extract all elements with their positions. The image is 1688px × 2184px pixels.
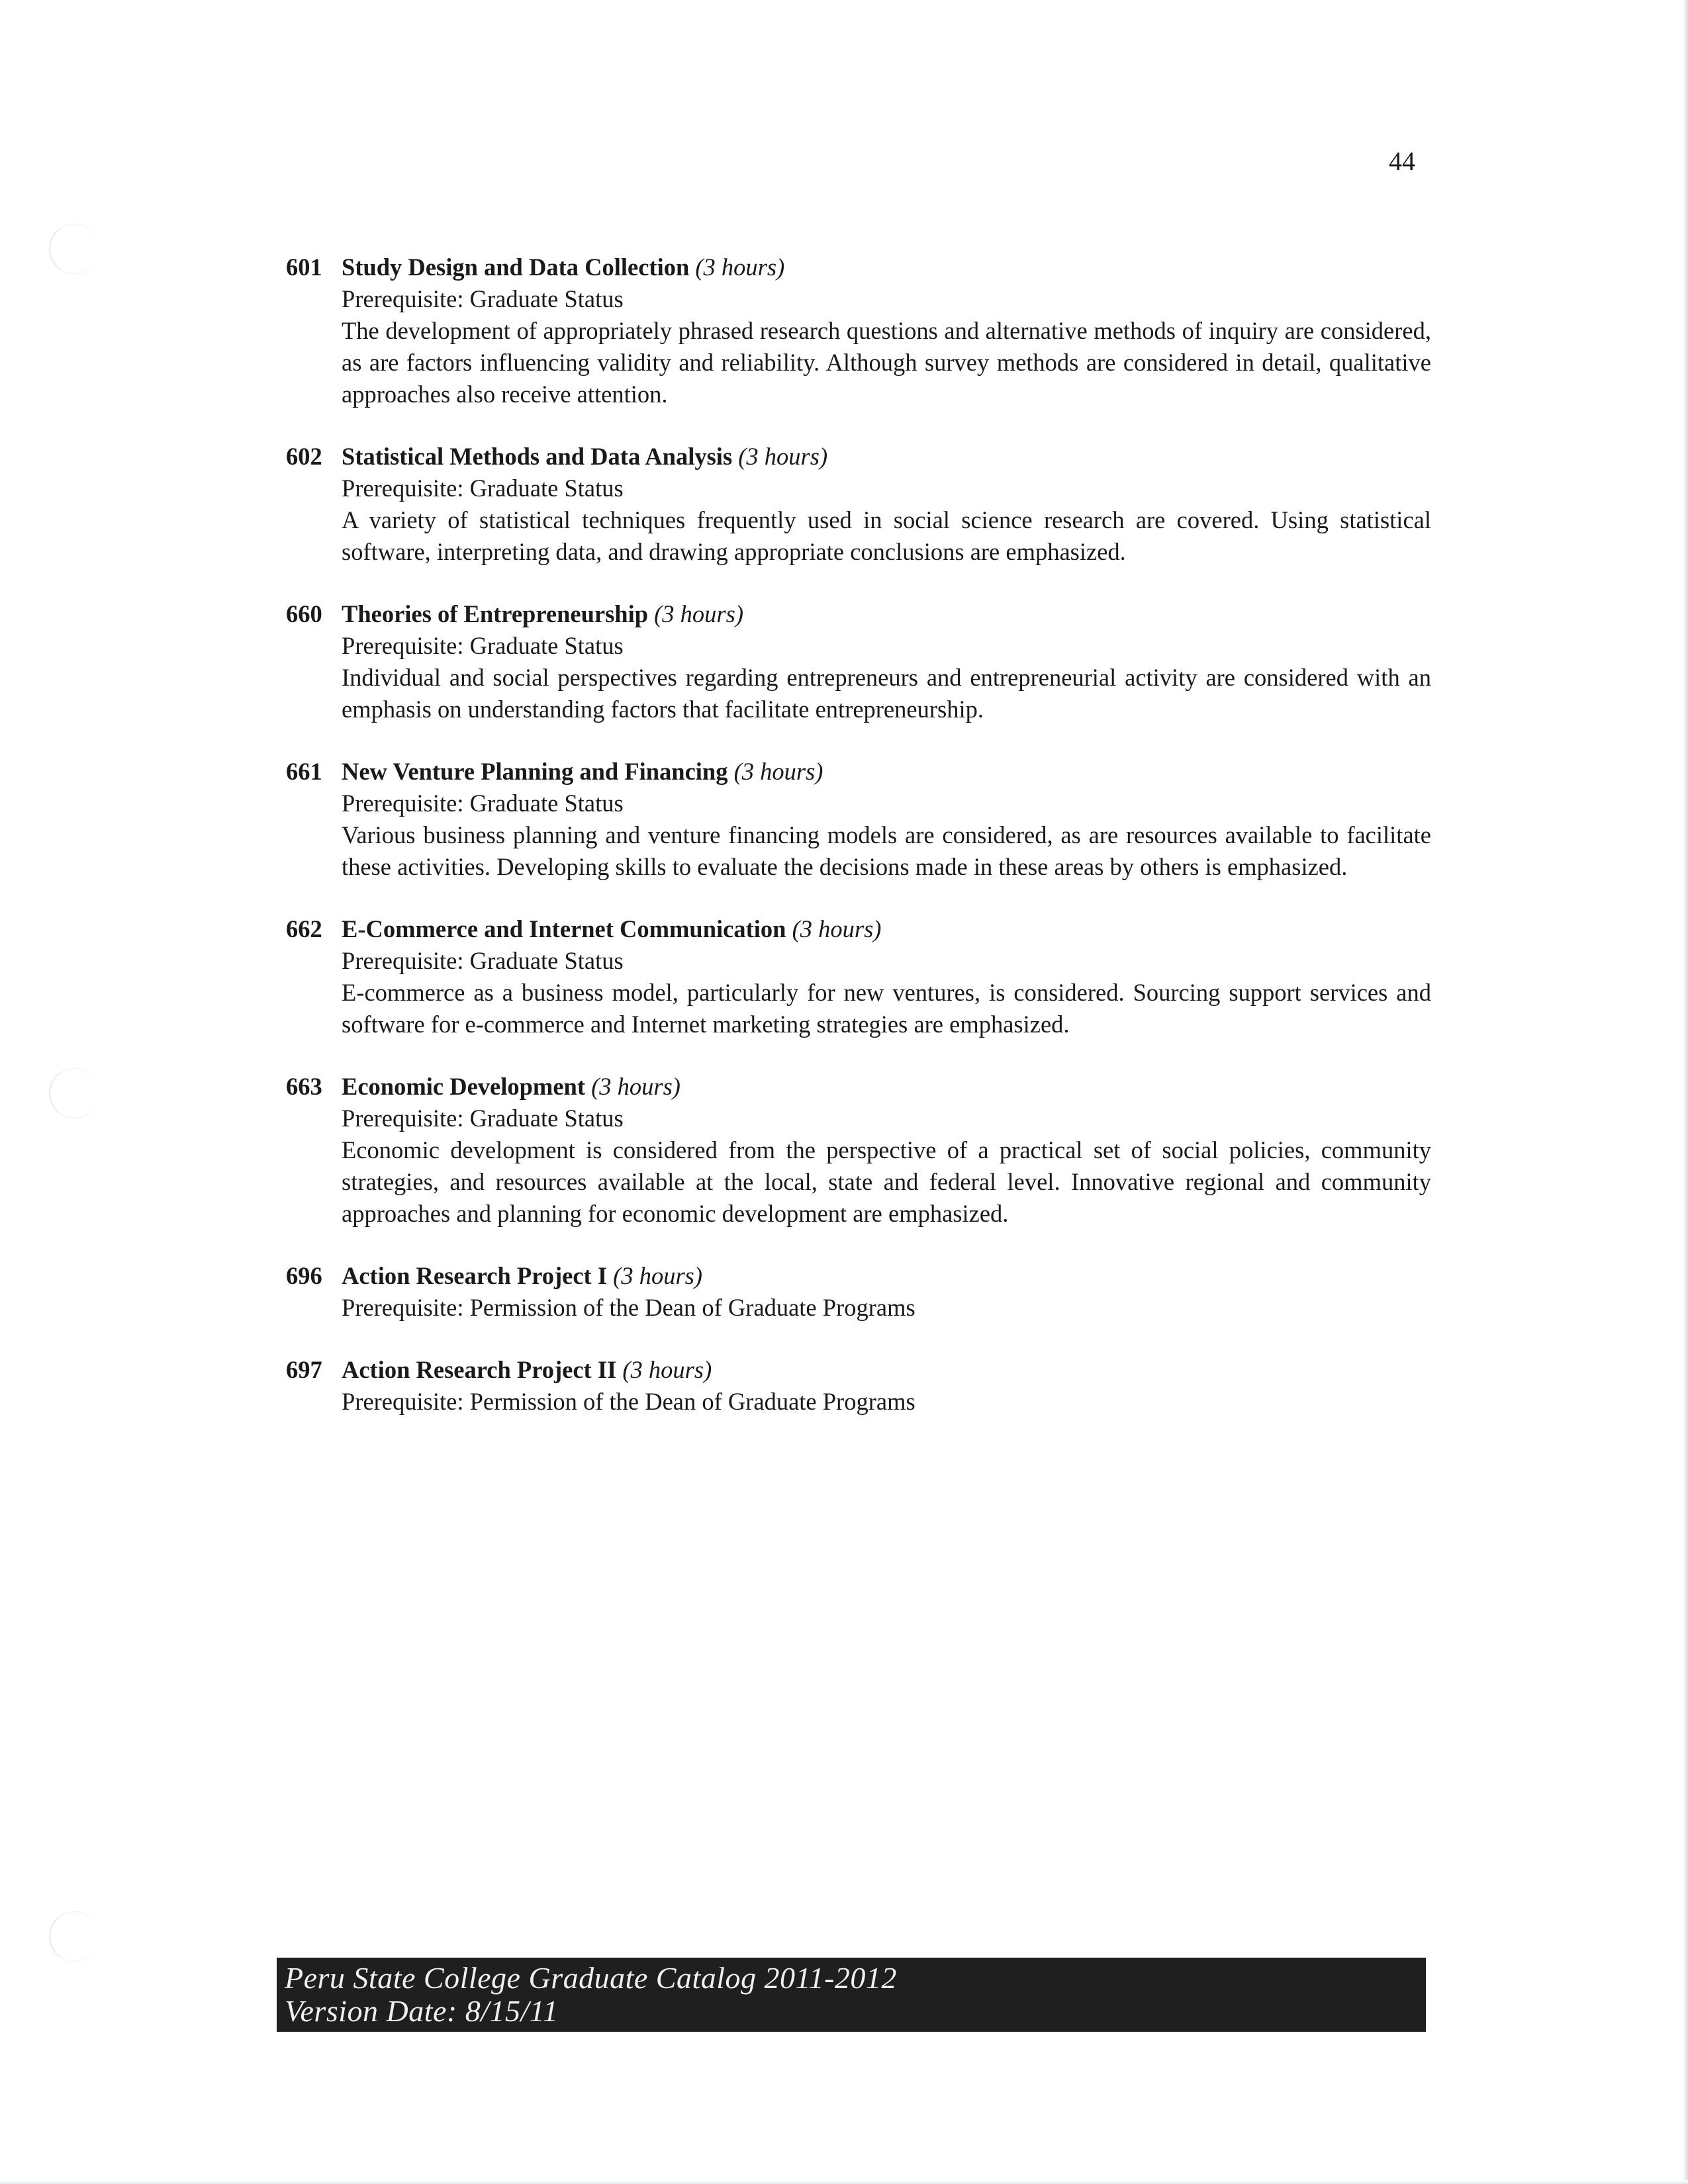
course-number: 697 [286,1356,322,1383]
footer-banner [277,1958,1426,2032]
course-number: 602 [286,443,322,470]
course-description: A variety of statistical techniques frequently used in social science research are covered. Using statistical software, interpreting data, and drawing appropriate conclusions are emphasized. [342,506,1431,565]
course-prerequisite: Prerequisite: Graduate Status [342,285,624,312]
course-prerequisite: Prerequisite: Permission of the Dean of Graduate Programs [342,1294,915,1321]
punch-hole-bottom [49,1911,99,1962]
page-number: 44 [1389,146,1415,176]
punch-hole-top [49,224,99,274]
course-description: Various business planning and venture financing models are considered, as are resources available to facilitate these activities. Developing skills to evaluate the decisions made in these areas by others is emphasized. [342,821,1431,880]
course-entry-663 [286,1071,1431,1230]
footer-catalog-title: Peru State College Graduate Catalog 2011-2012 [285,1961,897,1995]
course-hours: (3 hours) [622,1356,712,1383]
course-number: 662 [286,915,322,942]
course-description: E-commerce as a business model, particularly for new ventures, is considered. Sourcing support services and software for e-commerce and Internet marketing strategies are emphasized. [342,979,1431,1038]
footer-version-date: Version Date: 8/15/11 [285,1994,559,2028]
course-number: 696 [286,1262,322,1289]
course-prerequisite: Prerequisite: Graduate Status [342,475,624,502]
course-entry-601 [286,251,1431,410]
course-hours: (3 hours) [591,1073,680,1100]
course-prerequisite: Prerequisite: Graduate Status [342,632,624,659]
course-list [286,251,1431,1448]
course-title: Statistical Methods and Data Analysis [342,443,733,470]
course-title: Study Design and Data Collection [342,253,690,281]
course-entry-696 [286,1260,1431,1324]
course-title: Action Research Project II [342,1356,617,1383]
course-prerequisite: Prerequisite: Graduate Status [342,790,624,817]
course-hours: (3 hours) [613,1262,703,1289]
course-number: 661 [286,758,322,785]
punch-hole-middle [49,1068,99,1118]
course-hours: (3 hours) [738,443,828,470]
course-entry-602 [286,441,1431,568]
page-edge-shadow [1683,0,1688,2184]
course-description: The development of appropriately phrased research questions and alternative methods of inquiry are considered, as are factors influencing validity and reliability. Although survey methods are considered in detail, qualitative approaches also receive attention. [342,317,1431,408]
course-title: New Venture Planning and Financing [342,758,728,785]
course-entry-661 [286,756,1431,883]
course-number: 660 [286,600,322,627]
course-number: 601 [286,253,322,281]
course-description: Economic development is considered from the perspective of a practical set of social policies, community strategies, and resources available at the local, state and federal level. Innovative regional and community approaches and planning for economic development are emphasized. [342,1136,1431,1227]
course-number: 663 [286,1073,322,1100]
course-entry-697 [286,1354,1431,1418]
course-title: Action Research Project I [342,1262,608,1289]
course-hours: (3 hours) [695,253,785,281]
course-prerequisite: Prerequisite: Permission of the Dean of Graduate Programs [342,1388,915,1415]
course-description: Individual and social perspectives regarding entrepreneurs and entrepreneurial activity are considered with an emphasis on understanding factors that facilitate entrepreneurship. [342,664,1431,723]
course-title: Theories of Entrepreneurship [342,600,649,627]
course-title: Economic Development [342,1073,585,1100]
course-entry-660 [286,598,1431,725]
course-hours: (3 hours) [654,600,743,627]
course-title: E-Commerce and Internet Communication [342,915,786,942]
course-prerequisite: Prerequisite: Graduate Status [342,947,624,974]
course-hours: (3 hours) [733,758,823,785]
course-prerequisite: Prerequisite: Graduate Status [342,1105,624,1132]
course-hours: (3 hours) [792,915,882,942]
course-entry-662 [286,913,1431,1040]
page-bottom-edge [0,2180,1688,2184]
